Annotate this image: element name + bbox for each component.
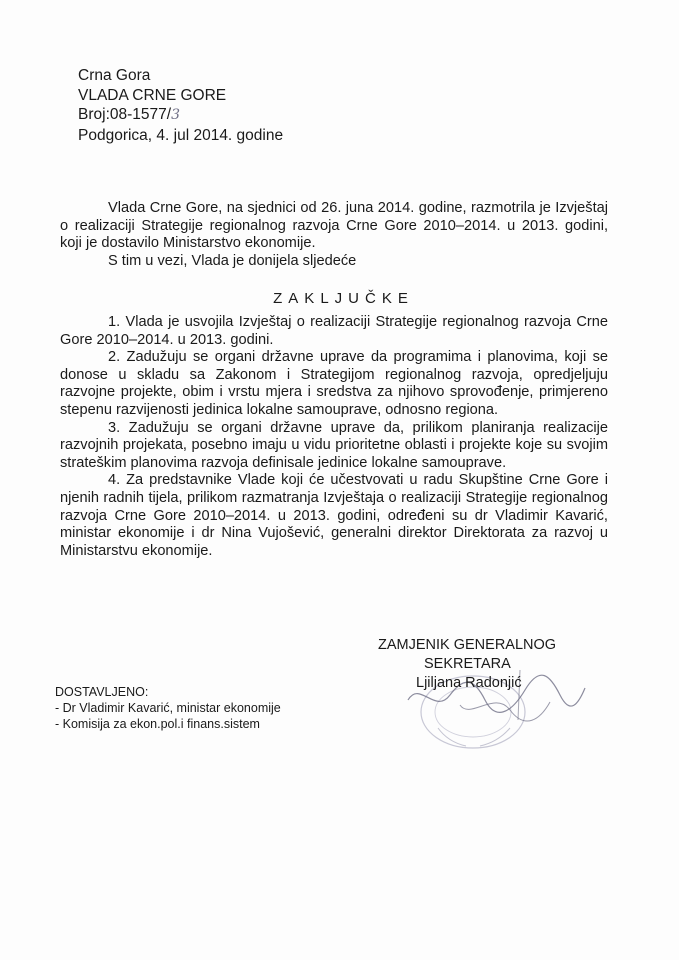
conclusion-item: 3. Zadužuju se organi državne uprave da, prilikom planiranja realizacije razvojnih projekata, posebno imaju u vidu prioritetne oblasti i projekte koje su svojim strateškim planovima razvoja definisale jedinice lokalne samouprave. xyxy=(60,419,608,471)
distribution-heading: DOSTAVLJENO: xyxy=(55,685,149,699)
distribution-list xyxy=(55,684,281,732)
conclusions-title: ZAKLJUČKE xyxy=(273,290,414,307)
government-name: VLADA CRNE GORE xyxy=(78,86,227,104)
signature-title-line1: ZAMJENIK GENERALNOG xyxy=(378,637,557,653)
country-name: Crna Gora xyxy=(78,67,151,84)
signature-title-line2: SEKRETARA xyxy=(424,656,511,672)
intro-paragraph: Vlada Crne Gore, na sjednici od 26. juna 2014. godine, razmotrila je Izvještaj o realizaciji Strategije regionalnog razvoja Crne Gore 2010–2014. u 2013. godini, koji je dostavilo Ministarstvo ekonomije. xyxy=(60,200,608,252)
document-number-prefix: Broj:08-1577/ xyxy=(78,106,172,123)
conclusion-item: 1. Vlada je usvojila Izvještaj o realizaciji Strategije regionalnog razvoja Crne Gore 2010–2014. u 2013. godini. xyxy=(60,314,608,348)
conclusion-item: 2. Zadužuju se organi državne uprave da programima i planovima, koji se donose u skladu sa Zakonom i Strategijom regionalnog razvoja, opredjeljuju razvojne projekte, obim i vrstu mjera i sredstva za njihovo sprovođenje, primjereno stepenu razvijenosti jedinica lokalne samouprave, odnosno regiona. xyxy=(60,349,608,418)
place-date: Podgorica, 4. jul 2014. godine xyxy=(78,126,284,144)
signature-block xyxy=(378,636,598,693)
distribution-recipient: - Komisija za ekon.pol.i finans.sistem xyxy=(55,717,260,731)
distribution-recipient: - Dr Vladimir Kavarić, ministar ekonomije xyxy=(55,701,281,715)
document-number-handwritten: 3 xyxy=(171,107,180,123)
document-header xyxy=(78,66,283,145)
conclusions-list xyxy=(60,314,608,560)
conclusion-item: 4. Za predstavnike Vlade koji će učestvovati u radu Skupštine Crne Gore i njenih radnih tijela, prilikom razmatranja Izvještaja o realizaciji Strategije regionalnog razvoja Crne Gore 2010–2014. u 2013. godini, određeni su dr Vladimir Kavarić, ministar ekonomije i dr Nina Vujošević, generalni direktor Direktorata za razvoj u Ministarstvu ekonomije. xyxy=(60,472,608,559)
signatory-name: Ljiljana Radonjić xyxy=(416,675,522,691)
intro-section xyxy=(60,200,608,270)
intro-lead-in: S tim u vezi, Vlada je donijela sljedeće xyxy=(108,252,357,269)
document-number xyxy=(78,105,283,126)
